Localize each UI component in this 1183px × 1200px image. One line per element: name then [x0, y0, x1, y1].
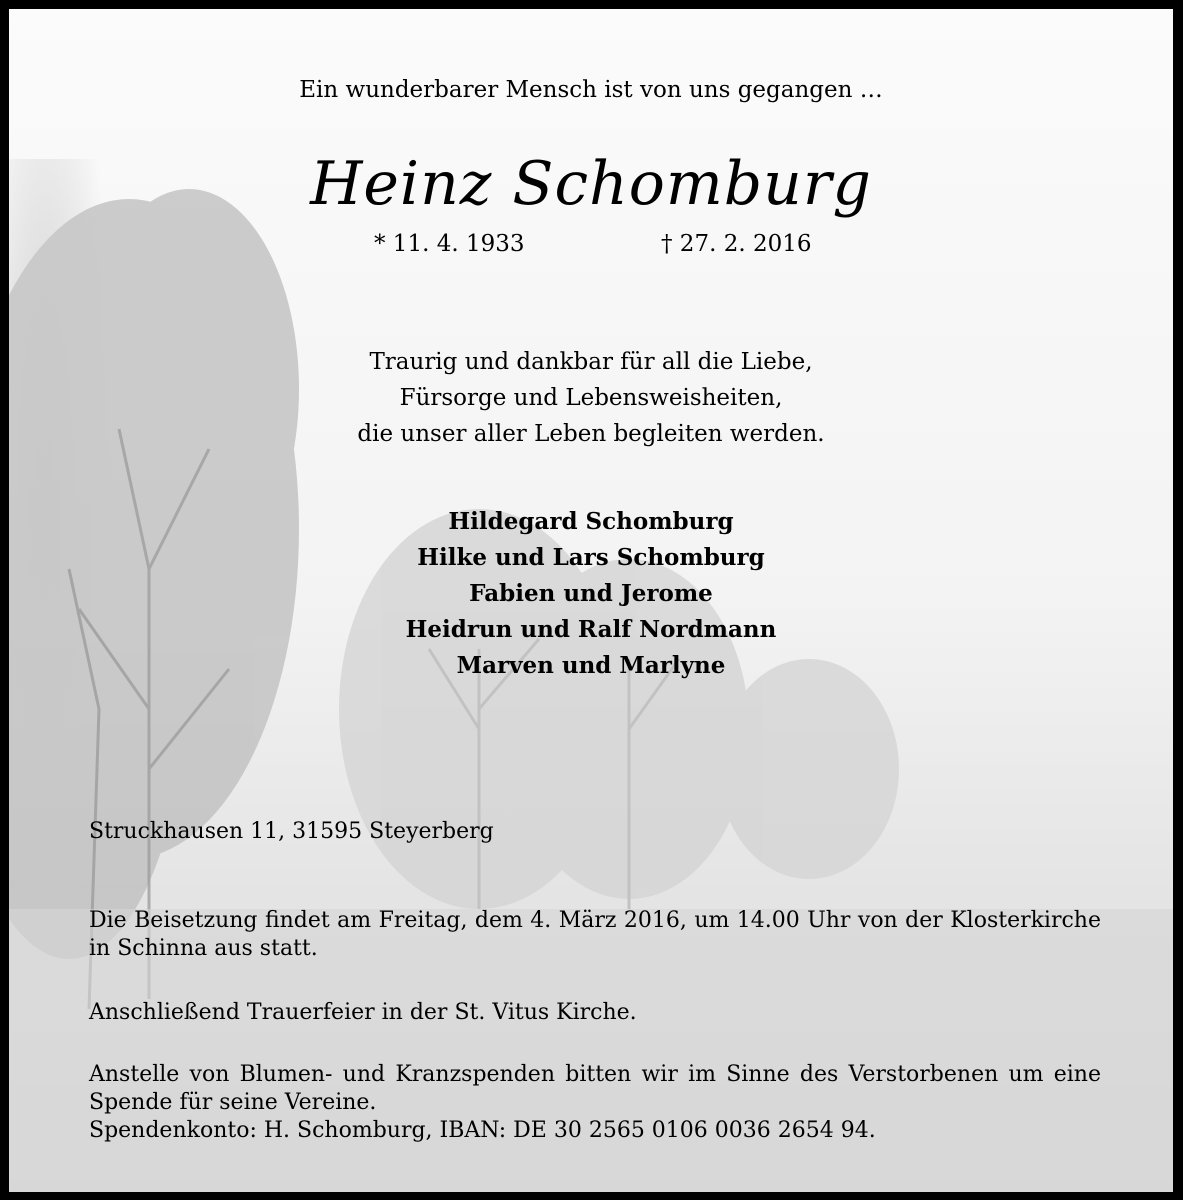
obituary-notice [6, 6, 1176, 1195]
verse-line: die unser aller Leben begleiten werden. [357, 421, 825, 447]
verse-line: Traurig und dankbar für all die Liebe, [369, 349, 813, 375]
reception-info: Anschließend Trauerfeier in der St. Vitus Kirche. [89, 1000, 637, 1025]
mourners-list [9, 504, 1173, 684]
address: Struckhausen 11, 31595 Steyerberg [89, 819, 494, 844]
mourner-name: Hildegard Schomburg [448, 508, 734, 535]
deceased-name: Heinz Schomburg [310, 149, 872, 219]
intro-line: Ein wunderbarer Mensch ist von uns gegangen … [299, 77, 883, 103]
birth-date: * 11. 4. 1933 [374, 231, 525, 257]
mourner-name: Heidrun und Ralf Nordmann [405, 616, 777, 643]
bank-account: Spendenkonto: H. Schomburg, IBAN: DE 30 2565 0106 0036 2654 94. [89, 1118, 876, 1143]
mourner-name: Hilke und Lars Schomburg [417, 544, 765, 571]
mourner-name: Marven und Marlyne [456, 652, 726, 679]
donation-info [89, 1061, 1101, 1145]
mourner-name: Fabien und Jerome [469, 580, 713, 607]
verse-line: Fürsorge und Lebensweisheiten, [399, 385, 783, 411]
funeral-info: Die Beisetzung findet am Freitag, dem 4. März 2016, um 14.00 Uhr von der Klosterkirche in Schinna aus statt. [89, 908, 1101, 961]
death-date: † 27. 2. 2016 [661, 231, 812, 257]
verse [9, 344, 1173, 452]
donation-text: Anstelle von Blumen- und Kranzspenden bitten wir im Sinne des Verstorbenen um eine Spende für seine Vereine. [89, 1062, 1101, 1115]
